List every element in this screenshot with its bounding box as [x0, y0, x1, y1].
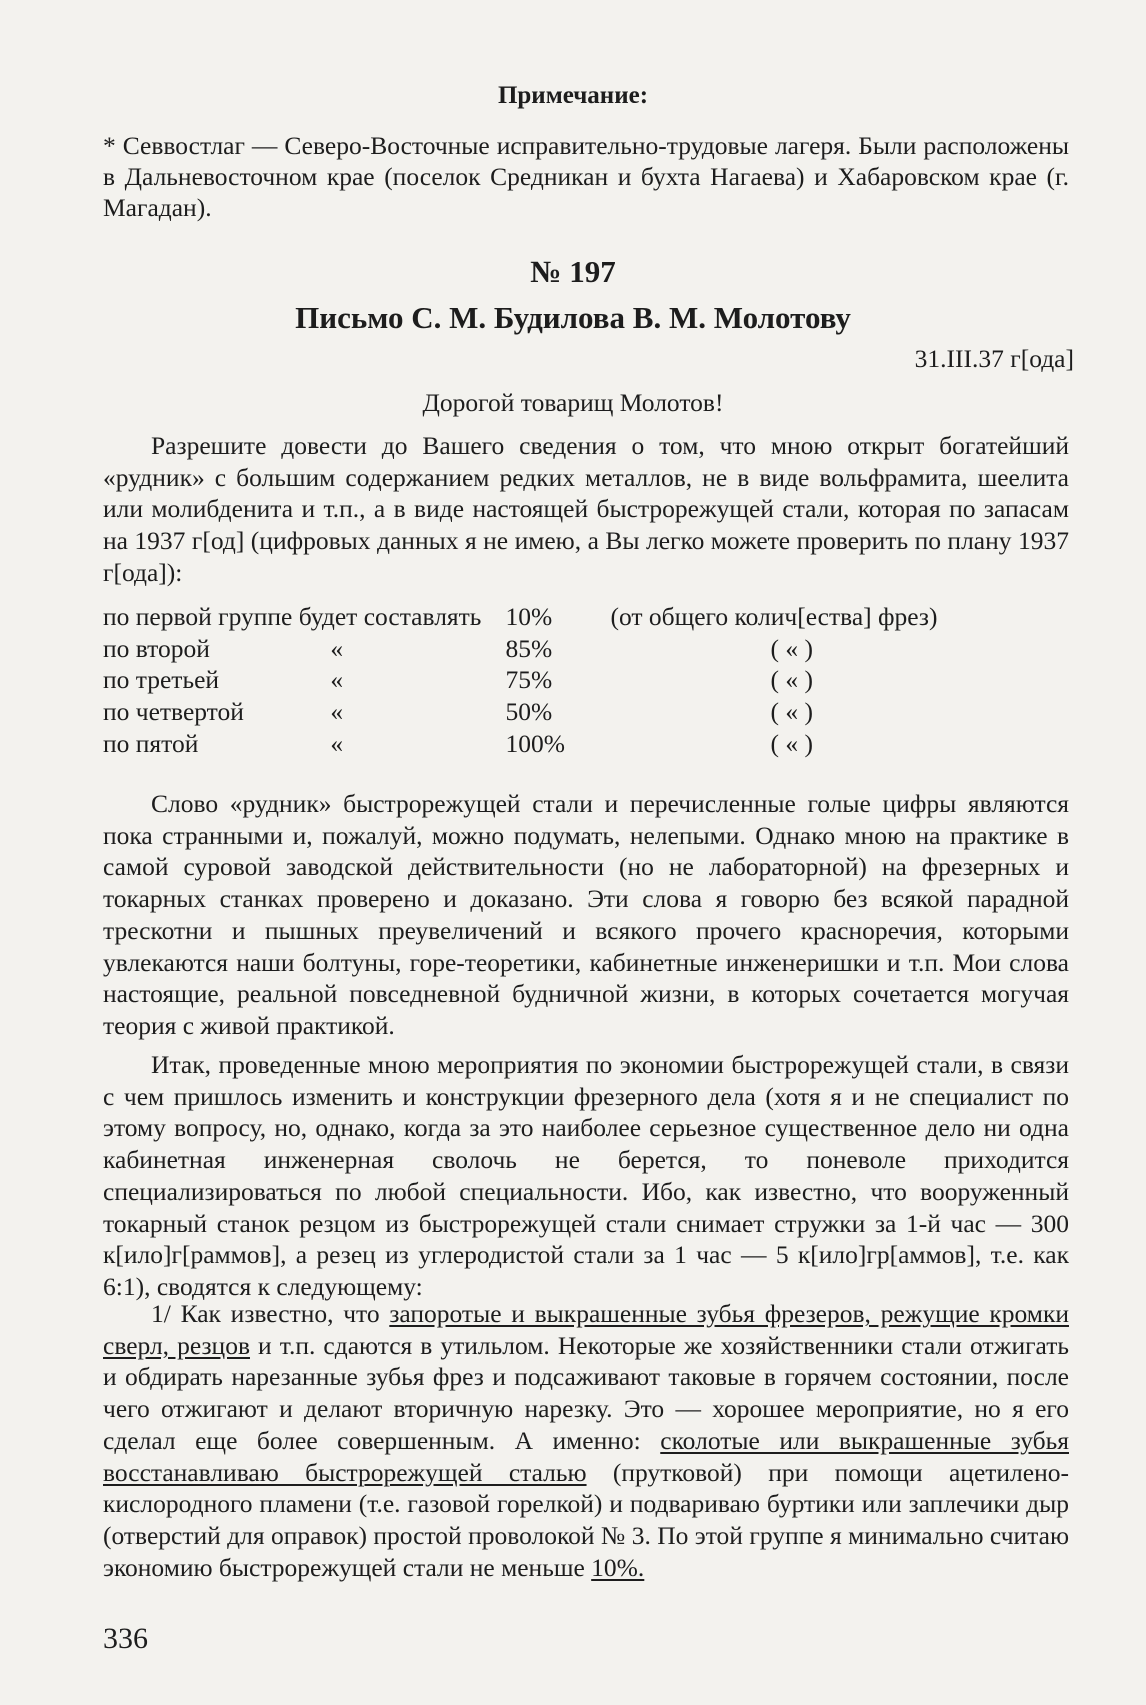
table-row: [103, 634, 1146, 666]
table-row: [103, 602, 1146, 634]
group-ditto: «: [330, 728, 344, 758]
paragraph-4: [103, 1298, 1069, 1583]
group-note: (от общего колич[ества] фрез): [610, 602, 938, 631]
group-note: ( « ): [770, 697, 813, 727]
group-label: по третьей: [103, 665, 220, 695]
group-label: по второй: [103, 633, 210, 663]
group-ditto: «: [330, 633, 344, 663]
document-number: № 197: [530, 254, 616, 289]
group-value: 85%: [505, 633, 553, 663]
paragraph-4-underline-3: 10%.: [591, 1552, 645, 1582]
group-value: 100%: [505, 728, 566, 758]
document-title: Письмо С. М. Будилова В. М. Молотову: [295, 300, 851, 335]
group-note: ( « ): [770, 633, 813, 663]
paragraph-4-underline-1: запоротые и выкрашенные зубья фрезеров, режущие кромки сверл, резцов: [103, 1299, 1069, 1360]
group-label: по пятой: [103, 728, 199, 758]
paragraph-2: Слово «рудник» быстрорежущей стали и перечисленные голые цифры являются пока странными и, пожалуй, можно подумать, нелепыми. Однако мною на практике в самой суровой заводской действительности (но не лабораторной) на фрезерных и токарных станках проверено и доказано. Эти слова я говорю без всякой парадной трескотни и пышных преувеличений и всякого прочего красноречия, которыми увлекаются наши болтуны, горе-теоретики, кабинетные инженеришки и т.п. Мои слова настоящие, реальной повседневной будничной жизни, в которых сочетается могучая теория с живой практикой.: [103, 789, 1069, 1040]
paragraph-4-underline-2: сколотые или выкрашенные зубья восстанавливаю быстрорежущей сталью: [103, 1425, 1069, 1487]
paragraph-4-part-b: и т.п. сдаются в утильлом. Некоторые же хозяйственники стали отжигать и обдирать нарезанные зубья фрез и подсаживают таковые в горячем состоянии, после чего отжигают и делают вторичную нарезку. Это — хорошее мероприятие, но я его сделал еще более совершенным. А именно:: [103, 1330, 1069, 1455]
group-note: ( « ): [770, 665, 813, 695]
paragraph-3: Итак, проведенные мною мероприятия по экономии быстрорежущей стали, в связи с чем пришлось изменить и конструкции фрезерного дела (хотя я и не специалист по этому вопросу, но, однако, когда за это наиболее серьезное существенное дело ни одна кабинетная инженерная сволочь не берется, то поневоле приходится специализироваться по любой специальности. Ибо, как известно, что вооруженный токарный станок резцом из быстрорежущей стали снимает стружки за 1-й час — 300 к[ило]г[раммов], а резец из углеродистой стали за 1 час — 5 к[ило]гр[аммов], т.е. как 6:1), сводятся к следующему:: [103, 1050, 1069, 1301]
table-row: [103, 729, 1146, 761]
footnote-text: * Севвостлаг — Северо-Восточные исправительно-трудовые лагеря. Были расположены в Дальневосточном крае (поселок Средникан и бухта Нагаева) и Хабаровском крае (г. Магадан).: [103, 131, 1069, 222]
letter-date: 31.III.37 г[ода]: [914, 344, 1074, 373]
letter-greeting: Дорогой товарищ Молотов!: [422, 388, 724, 417]
page-number: 336: [103, 1622, 148, 1655]
group-value: 50%: [505, 697, 553, 727]
table-row: [103, 697, 1146, 729]
paragraph-4-part-a: 1/ Как известно, что: [151, 1299, 390, 1328]
group-note: ( « ): [770, 728, 813, 758]
group-value: 10%: [505, 602, 553, 631]
group-ditto: «: [330, 697, 344, 727]
paragraph-1: Разрешите довести до Вашего сведения о том, что мною открыт богатейший «рудник» с большим содержанием редких металлов, не в виде вольфрамита, шеелита или молибденита и т.п., а в виде настоящей быстрорежущей стали, которая по запасам на 1937 г[од] (цифровых данных я не имею, а Вы легко можете проверить по плану 1937 г[ода]):: [103, 431, 1069, 587]
group-ditto: «: [330, 665, 344, 695]
paragraph-4-part-c: (прутковой) при помощи ацетилено-кислородного пламени (т.е. газовой горелкой) и подвариваю буртики или заплечики дыр (отверстий для оправок) простой проволокой № 3. По этой группе я минимально считаю экономию быстрорежущей стали не меньше: [103, 1457, 1069, 1582]
groups-table: [103, 602, 1146, 760]
table-row: [103, 665, 1146, 697]
group-label: по четвертой: [103, 697, 244, 727]
group-value: 75%: [505, 665, 553, 695]
group-label: по первой группе будет составлять: [103, 602, 482, 631]
note-heading: Примечание:: [497, 82, 649, 109]
